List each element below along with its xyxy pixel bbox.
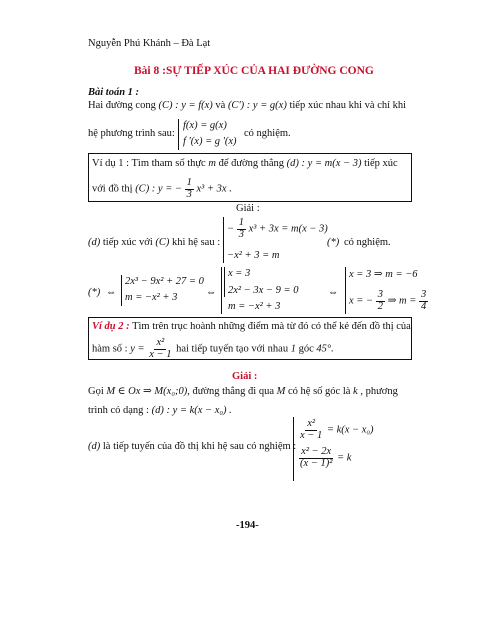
problem-heading: Bài toán 1 : <box>88 87 140 98</box>
line-d: (d) <box>88 441 101 452</box>
system-eq-1 <box>298 419 374 441</box>
line-d: (d) <box>88 237 101 248</box>
fraction-denominator: x − 1 <box>149 348 172 360</box>
solution-text: là tiếp tuyến của đồ thị khi hệ sau có nghiệm : <box>102 441 297 452</box>
curve-c-prime-def: (C') : y = g(x) <box>227 100 287 111</box>
system-eq-1: f(x) = g(x) <box>183 120 227 131</box>
fraction-denominator: 3 <box>238 228 244 240</box>
tangency-condition <box>88 237 220 248</box>
example-text: tiếp xúc <box>364 158 398 169</box>
has-solution-text: có nghiệm. <box>344 237 391 248</box>
equation-rest: = k <box>337 452 352 464</box>
line-d-def: (d) : y = k(x − x₀) . <box>151 405 232 416</box>
solution-text: có hệ số góc là <box>288 386 351 397</box>
fraction-numerator: 3 <box>420 289 427 300</box>
fraction-numerator: x² − 2x <box>301 446 332 457</box>
solution-label: Giải : <box>236 203 260 214</box>
solution-2-line-1 <box>88 385 398 397</box>
fraction-denominator: x − 1 <box>300 429 323 441</box>
solution-text: Gọi <box>88 386 104 397</box>
iff-symbol: ⇔ <box>106 287 117 298</box>
equation-rest: x³ + 3x = m(x − 3) <box>248 223 328 235</box>
graph-c-def: (C) : y = − <box>135 183 183 195</box>
fraction-numerator: 1 <box>238 217 244 228</box>
problem-line-2-end: có nghiệm. <box>244 128 291 139</box>
result-implies: ⇒ m = <box>387 295 417 307</box>
system-eq-3: m = −x² + 3 <box>228 301 281 312</box>
page-header-author: Nguyễn Phú Khánh – Đà Lạt <box>88 38 211 49</box>
solution-text: trình có dạng : <box>88 405 149 416</box>
graph-c-rest: x³ + 3x . <box>196 183 232 195</box>
solution-2-line-3 <box>88 441 296 452</box>
condition-text: tiếp xúc với <box>102 237 153 248</box>
example-2-line-1 <box>92 321 411 332</box>
fraction <box>185 178 194 200</box>
fraction-numerator: x² <box>307 418 316 429</box>
example-1-line-1 <box>92 158 398 169</box>
example-text: Tìm trên trục hoành những điểm mà từ đó có thể kẻ đến đồ thị của <box>132 321 411 332</box>
example-text: góc <box>298 343 314 355</box>
star-label: (*) <box>88 287 101 298</box>
problem-line-1 <box>88 100 406 111</box>
slope-k: k <box>353 386 358 397</box>
line-d-def: (d) : y = m(x − 3) <box>286 158 362 169</box>
condition-text: khi hệ sau : <box>172 237 221 248</box>
fraction-numerator: 3 <box>377 289 383 300</box>
star-label: (*) <box>327 237 340 248</box>
system-eq-2: −x² + 3 = m <box>227 250 280 261</box>
system-eq-2: f '(x) = g '(x) <box>183 136 237 147</box>
angle: 45°. <box>316 343 334 355</box>
fraction <box>298 419 324 441</box>
solution-text: , phương <box>360 386 398 397</box>
iff-symbol: ⇔ <box>206 287 217 298</box>
result-eq-2 <box>349 290 428 312</box>
solution-2-line-2 <box>88 405 232 416</box>
system-eq-2: m = −x² + 3 <box>125 292 178 303</box>
param-m: m <box>208 158 216 169</box>
system-eq-2: 2x² − 3x − 9 = 0 <box>228 285 299 296</box>
problem-text: Hai đường cong <box>88 100 156 111</box>
system-eq-1: 2x³ − 9x² + 27 = 0 <box>125 276 204 287</box>
point-m: M ∈ Ox ⇒ M(x₀;0) <box>106 386 188 397</box>
fraction <box>147 338 173 360</box>
minus-sign: − <box>227 223 235 235</box>
point-m: M <box>276 386 286 397</box>
example-1-line-2 <box>92 178 232 200</box>
example-text: hàm số : <box>92 343 128 355</box>
solution-text: , đường thẳng đi qua <box>187 386 275 397</box>
example-label: Ví dụ 1 : <box>92 158 130 169</box>
curve-c-def: (C) : y = f(x) <box>158 100 213 111</box>
fraction-denominator: 3 <box>186 188 192 200</box>
system-brace <box>293 417 294 481</box>
system-eq-1 <box>227 218 328 240</box>
example-text: hai tiếp tuyến tạo với nhau <box>176 343 289 355</box>
system-bracket <box>224 267 225 297</box>
system-eq-2 <box>298 447 351 469</box>
equation-rest: = k(x − x₀) <box>326 424 374 436</box>
system-eq-1: x = 3 <box>228 268 251 279</box>
example-text: với đồ thị <box>92 183 133 195</box>
fraction-denominator: (x − 1)² <box>300 457 333 469</box>
system-brace <box>178 119 179 150</box>
fraction-denominator: 2 <box>377 300 383 312</box>
system-brace <box>221 267 222 314</box>
example-text: Tìm tham số thực <box>131 158 206 169</box>
problem-line-2: hệ phương trình sau: <box>88 128 175 139</box>
solution-label: Giải : <box>232 371 258 382</box>
example-text: để đường thẳng <box>218 158 285 169</box>
fraction-denominator: 4 <box>420 300 427 312</box>
example-2-line-2 <box>92 338 334 360</box>
result-eq-1: x = 3 ⇒ m = −6 <box>349 269 418 280</box>
page-number: -194- <box>236 520 259 531</box>
iff-symbol: ⇔ <box>328 287 339 298</box>
example-label: Ví dụ 2 : <box>92 321 130 332</box>
curve-c: (C) <box>155 237 170 248</box>
fraction <box>419 290 428 312</box>
system-brace <box>223 217 224 263</box>
number: 1 <box>290 343 296 355</box>
problem-text: tiếp xúc nhau khi và chỉ khi <box>289 100 407 111</box>
fraction <box>237 218 246 240</box>
fraction <box>298 447 334 469</box>
result-x: x = − <box>349 295 374 307</box>
fraction-numerator: x² <box>156 337 165 348</box>
system-bracket <box>345 267 346 314</box>
system-brace <box>121 275 122 306</box>
function-y: y = <box>130 343 145 355</box>
lesson-title: Bài 8 :SỰ TIẾP XÚC CỦA HAI ĐƯỜNG CONG <box>134 65 374 77</box>
conjunction: và <box>215 100 226 111</box>
fraction-numerator: 1 <box>186 177 192 188</box>
fraction <box>376 290 385 312</box>
